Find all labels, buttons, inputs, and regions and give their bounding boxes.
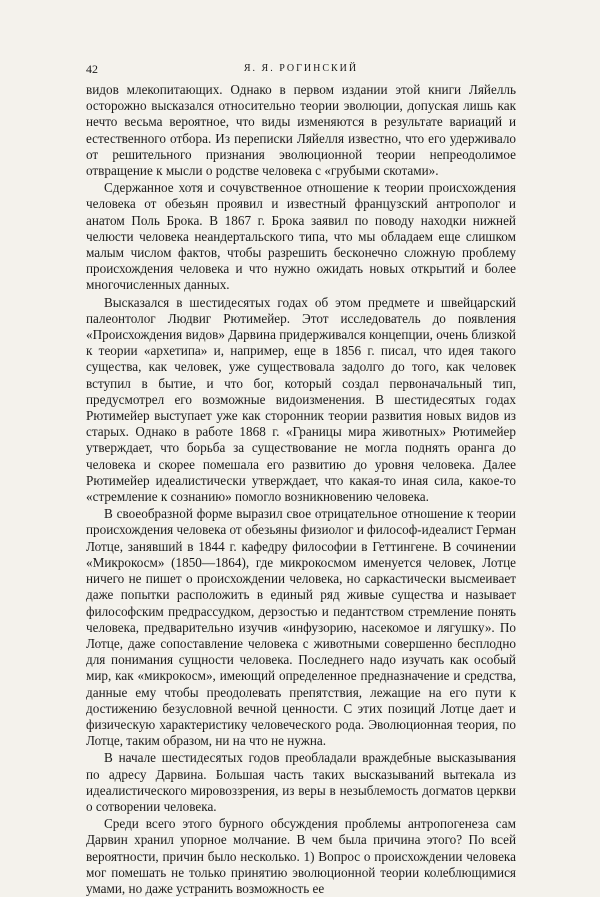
paragraph-6: Среди всего этого бурного обсуждения проблемы антропогенеза сам Дарвин хранил упорное молчание. В чем была причина этого? По всей вероятности, причин было несколько. 1) Вопрос о происхождении человека мог помешать не только принятию эволюционной теории колеблющимися умами, но даже устранить возможность ее	[86, 816, 516, 896]
page-number: 42	[86, 62, 98, 76]
paragraph-5: В начале шестидесятых годов преобладали враждебные высказывания по адресу Дарвина. Большая часть таких высказываний вытекала из идеалистического мировоззрения, из веры в незыблемость догматов церкви о сотворении человека.	[86, 750, 516, 814]
paragraph-3: Высказался в шестидесятых годах об этом предмете и швейцарский палеонтолог Людвиг Рютимейер. Этот исследователь до появления «Происхождения видов» Дарвина придерживался концепции, очень близкой к теории «архетипа» и, например, еще в 1856 г. писал, что идея такого существа, как человек, уже существовала задолго до того, как человек вступил в бытие, и что бог, который создал первоначальный тип, предусмотрел его возможные видоизменения. В шестидесятых годах Рютимейер выступает уже как сторонник теории развития новых видов из старых. Однако в работе 1868 г. «Границы мира животных» Рютимейер утверждает, что борьба за существование не могла поднять оранга до человека и скорее помешала его развитию до уровня человека. Далее Рютимейер идеалистически утверждает, что какая-то иная сила, какое-то «стремление к сознанию» помогло возникновению человека.	[86, 294, 516, 505]
paragraph-2: Сдержанное хотя и сочувственное отношение к теории происхождения человека от обезьян проявил и известный французский антрополог и анатом Поль Брока. В 1867 г. Брока заявил по поводу находки нижней челюсти человека неандертальского типа, что мы обладаем еще слишком малым числом фактов, чтобы разрешить бесконечно сложную проблему происхождения человека и что нужно ожидать новых открытий и более многочисленных данных.	[86, 180, 516, 293]
running-head	[86, 62, 516, 76]
paragraph-4: В своеобразной форме выразил свое отрицательное отношение к теории происхождения человека от обезьяны физиолог и философ-идеалист Герман Лотце, занявший в 1844 г. кафедру философии в Геттингене. В сочинении «Микрокосм» (1850—1864), где микрокосмом именуется человек, Лотце ничего не пишет о происхождении человека, но саркастически высмеивает даже попытки расположить в единый ряд живые существа и называет философским предрассудком, дерзостью и педантством стремление понять человека, предварительно изучив «инфузорию, насекомое и лягушку». По Лотце, даже сопоставление человека с животными совершенно бесплодно для понимания сущности человека. Последнего надо изучать как особый мир, как «микрокосм», имеющий определенное предназначение и средства, данные ему чтобы преодолевать препятствия, лежащие на его пути к достижению безусловной вечной ценности. С этих позиций Лотце дает и физическую характеристику человеческого рода. Эволюционная теория, по Лотце, таким образом, ни на что не нужна.	[86, 506, 516, 749]
paragraph-1: видов млекопитающих. Однако в первом издании этой книги Ляйелль осторожно высказался относительно теории эволюции, допуская лишь как нечто весьма вероятное, что виды изменяются в результате вариаций и естественного отбора. Из переписки Ляйелля известно, что его удерживало от решительного признания эволюционной теории непреодолимое отвращение к мысли о родстве человека с «грубыми скотами».	[86, 82, 516, 179]
body-text	[86, 82, 516, 897]
header-author-title: Я. Я. РОГИНСКИЙ	[243, 63, 359, 74]
